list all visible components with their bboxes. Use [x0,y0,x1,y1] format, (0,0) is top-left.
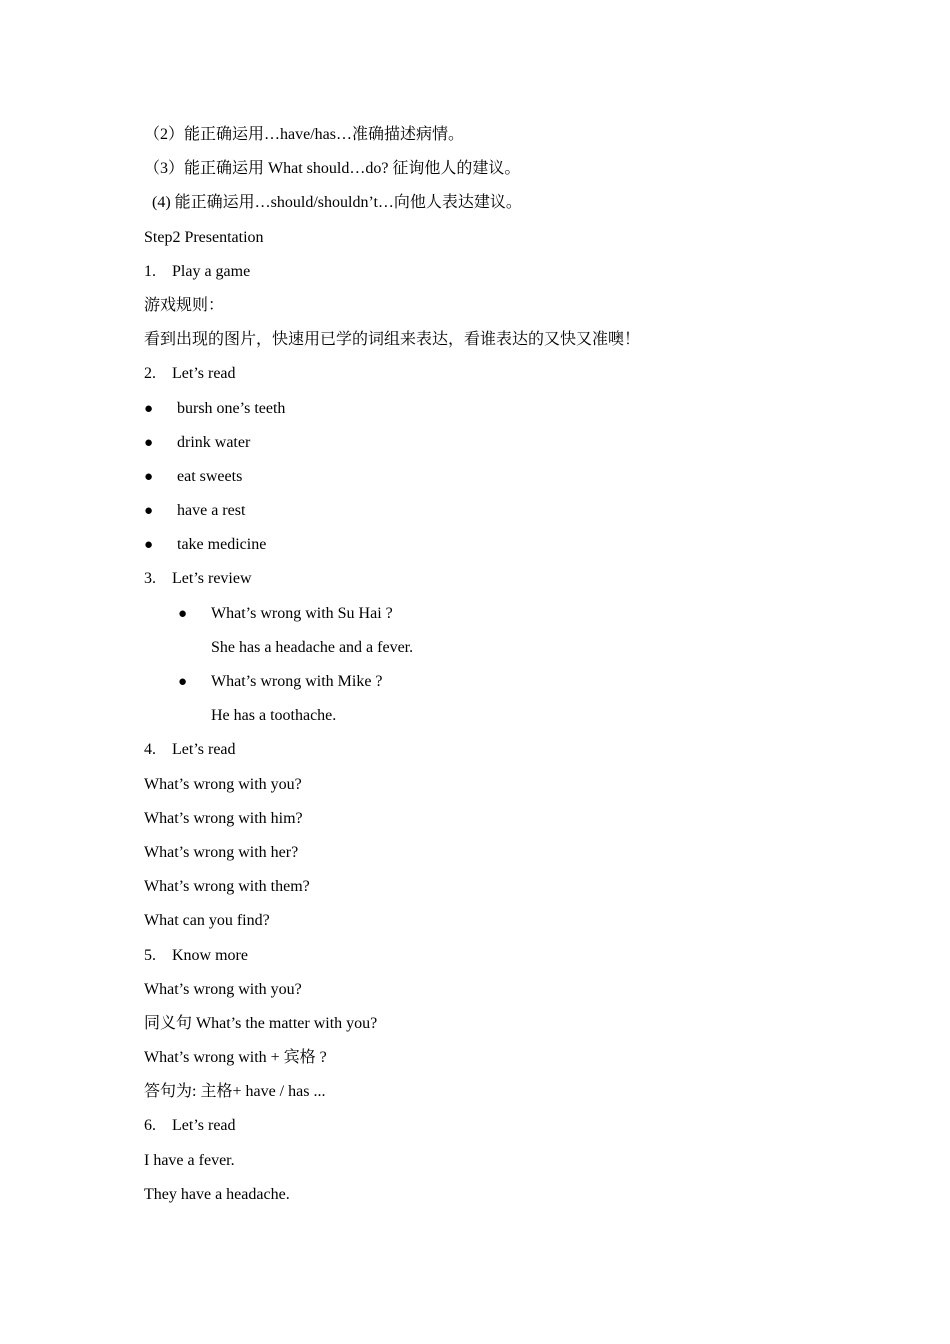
section-number: 3. [144,570,156,588]
bullet-icon: ● [144,537,154,554]
game-rule-text: 看到出现的图片，快速用已学的词组来表达，看谁表达的又快又准噢！ [144,331,641,349]
text-line: What’s wrong with her? [144,843,299,861]
section-heading-4 [144,733,844,767]
section-title: Let’s review [172,570,252,588]
objective-4: (4) 能正确运用…should/shouldn’t…向他人表达建议。 [152,194,522,212]
section-title: Let’s read [172,365,236,383]
phrase-text: eat sweets [177,467,243,485]
review-question [144,597,844,631]
section-heading-3 [144,562,844,596]
objective-2: （2）能正确运用…have/has…准确描述病情。 [144,126,464,143]
text-line: What’s wrong with you? [144,775,302,793]
section-heading-2 [144,357,844,391]
bullet-icon: ● [178,674,188,690]
phrase-item [144,460,844,494]
section-title: Know more [172,946,248,964]
section-title: Play a game [172,262,251,280]
objective-3: （3）能正确运用 What should…do? 征询他人的建议。 [144,160,521,178]
section-number: 4. [144,741,156,759]
review-question [144,665,844,699]
section-heading-6 [144,1109,844,1143]
question-text: What’s wrong with Su Hai ? [211,604,393,622]
section-title: Let’s read [172,1117,236,1135]
text-line: 同义句 What’s the matter with you? [144,1014,378,1032]
phrase-item [144,392,844,426]
text-line: What’s wrong with them? [144,878,310,896]
text-line: What’s wrong with you? [144,980,302,998]
question-text: What’s wrong with Mike ? [211,673,383,690]
text-line: They have a headache. [144,1185,290,1203]
bullet-icon: ● [144,400,154,417]
phrase-item [144,494,844,528]
phrase-item [144,426,844,460]
section-heading-1 [144,255,844,289]
text-line: I have a fever. [144,1151,235,1169]
game-rule-label: 游戏规则： [144,296,225,314]
document-page [144,118,844,1212]
text-line: What can you find? [144,912,270,930]
section-title: Let’s read [172,741,236,759]
phrase-item [144,528,844,562]
bullet-icon: ● [144,503,154,520]
section-number: 2. [144,365,156,383]
section-number: 5. [144,946,156,964]
section-number: 6. [144,1117,156,1135]
phrase-text: have a rest [177,502,246,520]
review-answer: She has a headache and a fever. [211,638,414,656]
text-line: What’s wrong with him? [144,809,303,827]
text-line: What’s wrong with + 宾格 ? [144,1049,327,1067]
phrase-text: drink water [177,433,251,451]
phrase-text: bursh one’s teeth [177,399,286,417]
text-line: 答句为: 主格+ have / has ... [144,1083,326,1101]
phrase-text: take medicine [177,536,267,554]
review-answer: He has a toothache. [211,707,337,725]
bullet-icon: ● [178,605,188,622]
section-number: 1. [144,262,156,280]
section-heading-5 [144,939,844,973]
bullet-icon: ● [144,468,154,485]
step-heading: Step2 Presentation [144,228,264,246]
bullet-icon: ● [144,434,154,451]
